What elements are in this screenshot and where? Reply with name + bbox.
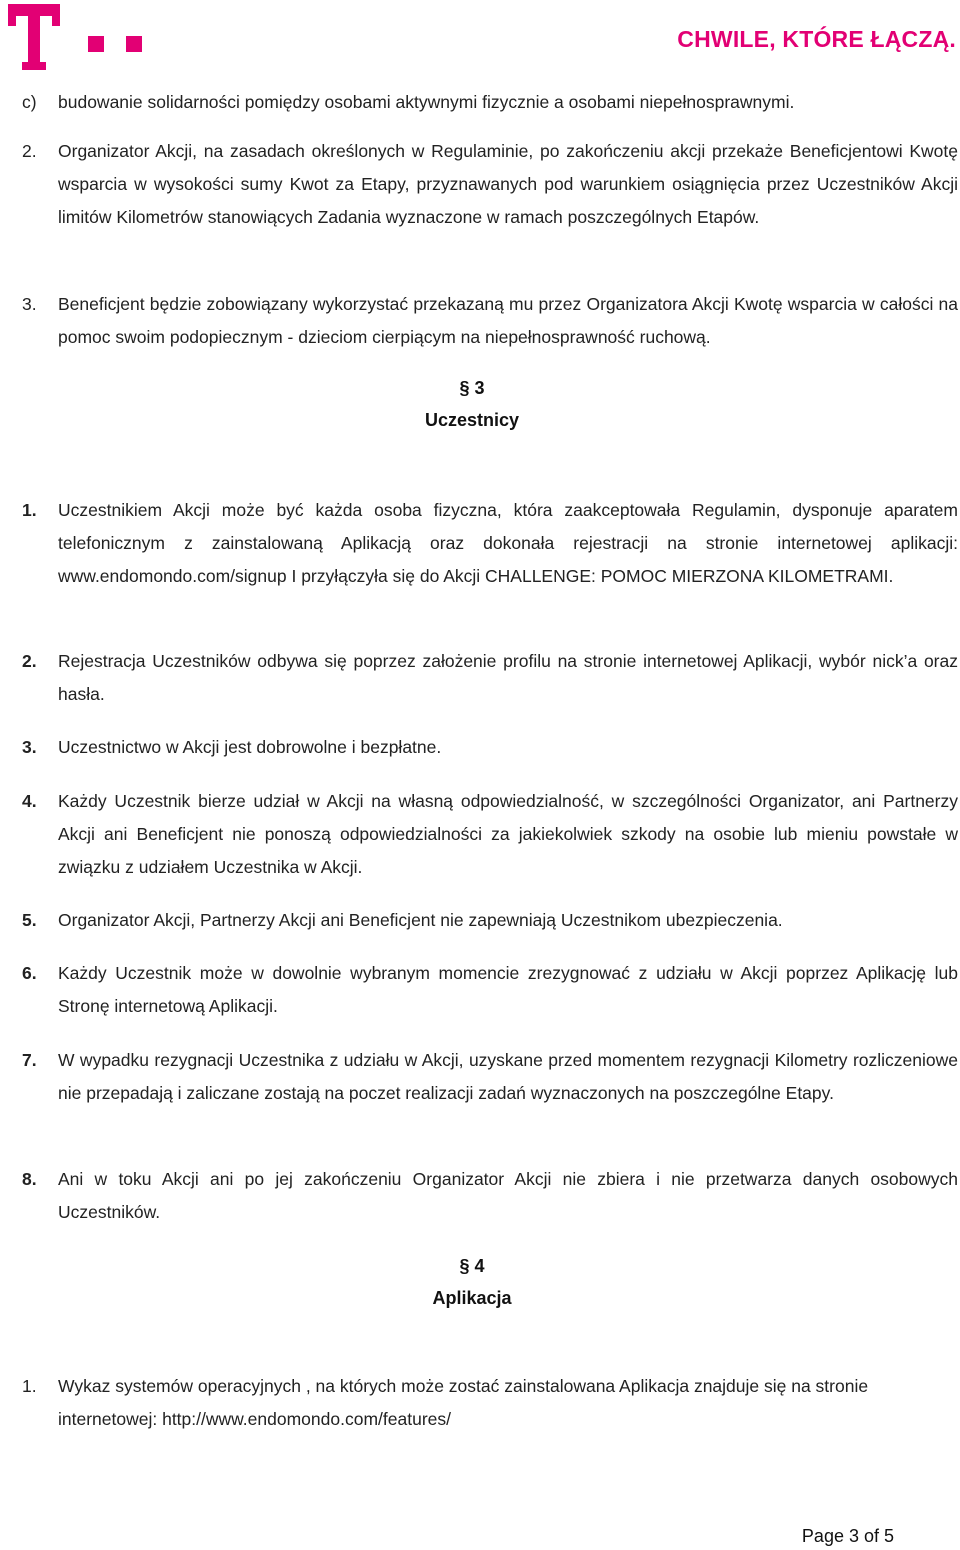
logo-t-serif-right (52, 16, 60, 26)
section-sign: § 4 (459, 1256, 485, 1276)
section-heading (22, 1250, 922, 1314)
item-text: budowanie solidarności pomiędzy osobami aktywnymi fizycznie a osobami niepełnosprawnymi. (58, 92, 795, 112)
section-sign: § 3 (459, 378, 485, 398)
item-number: 4. (22, 791, 37, 811)
item-text: Wykaz systemów operacyjnych , na których może zostać zainstalowana Aplikacja znajduje się na stronie internetowej: http://www.endomondo.com/features/ (58, 1376, 869, 1429)
item-text: Uczestnictwo w Akcji jest dobrowolne i bezpłatne. (58, 737, 442, 757)
item-number: 2. (22, 141, 37, 161)
item-text: Organizator Akcji, Partnerzy Akcji ani Beneficjent nie zapewniają Uczestnikom ubezpieczenia. (58, 910, 783, 930)
item-number: 3. (22, 294, 37, 314)
item-text: Każdy Uczestnik może w dowolnie wybranym momencie zrezygnować z udziału w Akcji poprzez Aplikację lub Stronę internetową Aplikacji. (58, 963, 958, 1016)
item-text: Rejestracja Uczestników odbywa się poprzez założenie profilu na stronie internetowej Aplikacji, wybór nick’a oraz hasła. (58, 651, 958, 704)
item-number: 5. (22, 910, 37, 930)
logo-t-serif-left (8, 16, 16, 26)
logo-dot (126, 36, 142, 52)
item-text: Uczestnikiem Akcji może być każda osoba fizyczna, która zaakceptowała Regulamin, dysponuje aparatem telefonicznym z zainstalowaną Aplikacją oraz dokonała rejestracji na stronie internetowej aplikacji: www.endomondo.com/signup I przyłączyła się do Akcji CHALLENGE: POMOC MIERZONA KILOMETRAMI. (58, 500, 958, 586)
telekom-logo (8, 4, 168, 74)
section-heading (22, 372, 922, 436)
item-number: 8. (22, 1169, 37, 1189)
item-number: 2. (22, 651, 37, 671)
item-number: 3. (22, 737, 37, 757)
item-number: 7. (22, 1050, 37, 1070)
page-header (0, 0, 960, 80)
section-title: Uczestnicy (424, 410, 520, 430)
item-number: 1. (22, 1376, 37, 1396)
item-number: 1. (22, 500, 37, 520)
item-number: c) (22, 92, 37, 112)
logo-dot (88, 36, 104, 52)
slogan: CHWILE, KTÓRE ŁĄCZĄ. (677, 26, 956, 52)
logo-t-foot (22, 62, 46, 70)
page-number: Page 3 of 5 (801, 1526, 894, 1546)
logo-t-stem (28, 4, 40, 68)
item-text: Ani w toku Akcji ani po jej zakończeniu Organizator Akcji nie zbiera i nie przetwarza danych osobowych Uczestników. (58, 1169, 958, 1222)
item-text: Organizator Akcji, na zasadach określonych w Regulaminie, po zakończeniu akcji przekaże Beneficjentowi Kwotę wsparcia w wysokości sumy Kwot za Etapy, przyznawanych pod warunkiem osiągnięcia przez Uczestników Akcji limitów Kilometrów stanowiących Zadania wyznaczone w ramach poszczególnych Etapów. (58, 141, 958, 227)
item-number: 6. (22, 963, 37, 983)
item-text: Beneficjent będzie zobowiązany wykorzystać przekazaną mu przez Organizatora Akcji Kwotę wsparcia w całości na pomoc swoim podopiecznym - dzieciom cierpiącym na niepełnosprawność ruchową. (58, 294, 958, 347)
item-text: Każdy Uczestnik bierze udział w Akcji na własną odpowiedzialność, w szczególności Organizator, ani Partnerzy Akcji ani Beneficjent nie ponoszą odpowiedzialności za jakiekolwiek szkody na osobie lub mieniu powstałe w związku z udziałem Uczestnika w Akcji. (58, 791, 958, 877)
item-text: W wypadku rezygnacji Uczestnika z udziału w Akcji, uzyskane przed momentem rezygnacji Kilometry rozliczeniowe nie przepadają i zaliczane zostają na poczet realizacji zadań wyznaczonych na poszczególne Etapy. (58, 1050, 958, 1103)
section-title: Aplikacja (432, 1288, 512, 1308)
